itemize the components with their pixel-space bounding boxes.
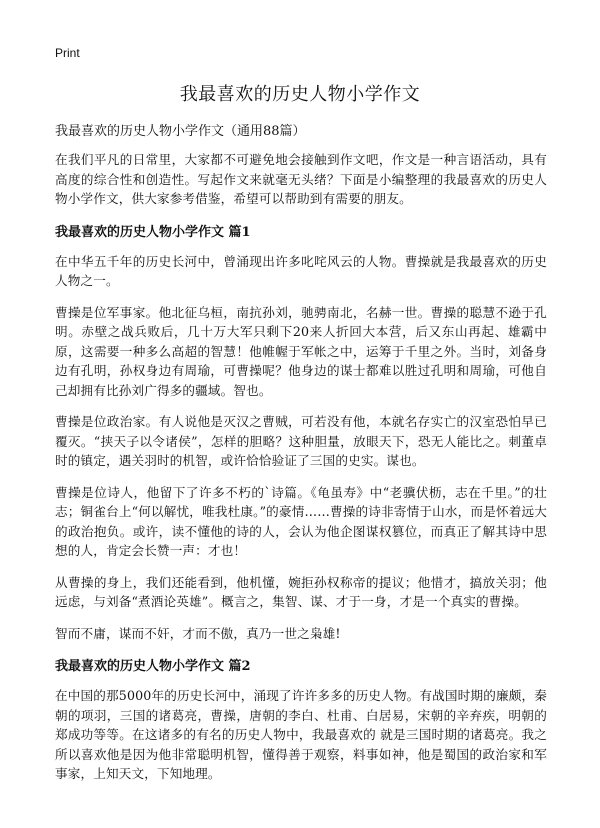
page-title: 我最喜欢的历史人物小学作文 [179, 84, 421, 105]
section1-paragraph: 在中华五千年的历史长河中，曾涌现出许多叱咤风云的人物。曹操就是我最喜欢的历史人物之一。 [55, 253, 547, 288]
section1-paragraph: 曹操是位政治家。有人说他是灭汉之曹贼，可若没有他，本就名存实亡的汉室恐怕早已覆灭。“挟天子以令诸侯”，怎样的胆略？这种胆量，放眼天下，恐无人能比之。刺董卓时的镇定，遇关羽时的机智，或许恰恰验证了三国的史实。谋也。 [55, 414, 547, 468]
section-heading-2: 我最喜欢的历史人物小学作文 篇2 [55, 659, 251, 674]
section1-paragraph: 智而不庸，谋而不奸，才而不傲，真乃一世之枭雄! [55, 625, 341, 641]
intro-paragraph: 在我们平凡的日常里，大家都不可避免地会接触到作文吧，作文是一种言语活动，具有高度的综合性和创造性。写起作文来就毫无头绪？下面是小编整理的我最喜欢的历史人物小学作文，供大家参考借鉴，希望可以帮助到有需要的朋友。 [55, 152, 547, 206]
document-subtitle: 我最喜欢的历史人物小学作文（通用88篇） [55, 124, 306, 139]
print-link[interactable]: Print [55, 46, 80, 60]
section2-paragraph: 在中国的那5000年的历史长河中，涌现了许许多多的历史人物。有战国时期的廉颇，秦朝的项羽，三国的诸葛亮，曹操，唐朝的李白、杜甫、白居易，宋朝的辛弃疾，明朝的郑成功等等。在这诸多的有名的历史人物中，我最喜欢的 就是三国时期的诸葛亮。我之所以喜欢他是因为他非常聪明机智，懂得善于观察，料事如神，他是蜀国的政治家和军事家，上知天文，下知地理。 [55, 688, 547, 781]
section-heading-1: 我最喜欢的历史人物小学作文 篇1 [55, 224, 251, 240]
section1-paragraph: 曹操是位军事家。他北征乌桓，南抗孙刘，驰骋南北，名赫一世。曹操的聪慧不逊于孔明。赤壁之战兵败后，几十万大军只剩下20来人折回大本营，后又东山再起、雄霸中原，这需要一种多么高超的智慧！他帷幄于军帐之中，运筹于千里之外。当时，刘备身边有孔明，孙权身边有周瑜，可曹操呢？他身边的谋士都难以胜过孔明和周瑜，可他自己却拥有比孙刘广得多的疆域。智也。 [55, 304, 547, 398]
article-body [55, 150, 547, 796]
section1-paragraph: 从曹操的身上，我们还能看到，他机懂，婉拒孙权称帝的提议；他惜才，搞放关羽；他远虑，与刘备“煮酒论英雄”。概言之，集智、谋、才于一身，才是一个真实的曹操。 [55, 574, 547, 609]
section1-paragraph: 曹操是位诗人，他留下了许多不朽的`诗篇。《龟虽寿》中“老骥伏枥，志在千里。”的壮志；铜雀台上“何以解忧，唯我杜康。”的豪情……曹操的诗非寄情于山水，而是怀着远大的政治抱负。或许，读不懂他的诗的人，会认为他企图谋权篡位，而真正了解其诗中思想的人，肯定会长赞一声：才也！ [55, 484, 547, 558]
